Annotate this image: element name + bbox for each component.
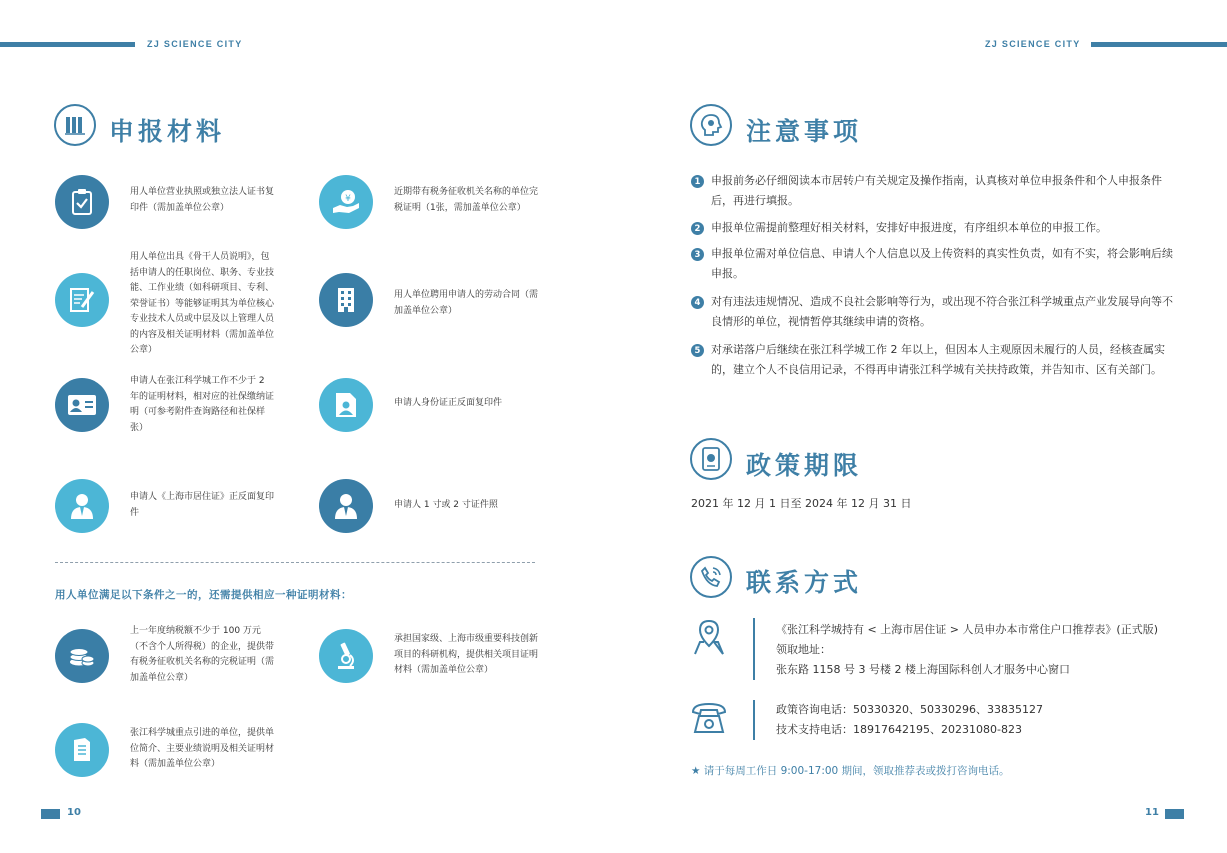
note-1 xyxy=(691,171,1181,211)
note-text-2: 申报单位需提前整理好相关材料，安排好申报进度，有序组织本单位的申报工作。 xyxy=(711,221,1107,234)
material-text-2: 近期带有税务征收机关名称的单位完税证明（1张，需加盖单位公章） xyxy=(394,187,539,213)
section-title-materials: 申报材料 xyxy=(109,117,226,146)
section-title-notes: 注意事项 xyxy=(746,117,863,146)
telephone-icon xyxy=(690,700,728,740)
condition-text-3: 张江科学城重点引进的单位，提供单位简介、主要业绩说明及相关证明材料（需加盖单位公章） xyxy=(130,728,275,769)
material-text-6: 申请人身份证正反面复印件 xyxy=(394,398,503,408)
page-number-bar-right xyxy=(1165,809,1184,819)
section-title-contact: 联系方式 xyxy=(746,568,863,597)
books-icon xyxy=(54,104,96,146)
note-number-1: 1 xyxy=(691,175,704,188)
condition-text-1: 上一年度纳税额不少于 100 万元（不含个人所得税）的企业，提供带有税务征收机关名称的完税证明（需加盖单位公章） xyxy=(130,626,275,683)
hand-yen-icon xyxy=(319,175,373,229)
period-text: 2021 年 12 月 1 日至 2024 年 12 月 31 日 xyxy=(691,497,912,510)
material-text-1: 用人单位营业执照或独立法人证书复印件（需加盖单位公章） xyxy=(130,187,275,213)
material-text-5: 申请人在张江科学城工作不少于 2 年的证明材料，相对应的社保缴纳证明（可参考附件查询路径和社保样张） xyxy=(130,376,275,433)
clipboard-check-icon xyxy=(55,175,109,229)
person-icon xyxy=(55,479,109,533)
coins-icon xyxy=(55,629,109,683)
header-brand-right: ZJ SCIENCE CITY xyxy=(985,39,1081,49)
page-number-right: 11 xyxy=(1145,807,1159,818)
note-text-3: 申报单位需对单位信息、申请人个人信息以及上传资料的真实性负责，如有不实，将会影响后续申报。 xyxy=(711,247,1173,280)
document-pen-icon xyxy=(55,273,109,327)
header-brand-left: ZJ SCIENCE CITY xyxy=(147,39,243,49)
phone-block xyxy=(776,700,1043,740)
id-card-icon xyxy=(55,378,109,432)
report-icon xyxy=(55,723,109,777)
conditions-subheading: 用人单位满足以下条件之一的，还需提供相应一种证明材料： xyxy=(55,589,352,601)
note-3 xyxy=(691,244,1181,284)
tablet-clock-icon xyxy=(690,438,732,480)
material-text-3: 用人单位出具《骨干人员说明》，包括申请人的任职岗位、职务、专业技能、工作业绩（如科研项目、专利、荣誉证书）等能够证明其为单位核心专业技术人员或中层及以上管理人员的内容及相关证明材料（需加盖单位公章） xyxy=(130,252,275,355)
building-icon xyxy=(319,273,373,327)
note-number-4: 4 xyxy=(691,296,704,309)
address-bar xyxy=(753,618,755,680)
phone-line-1: 政策咨询电话：50330320、50330296、33835127 xyxy=(776,703,1043,716)
section-title-period: 政策期限 xyxy=(746,451,863,480)
id-document-icon xyxy=(319,378,373,432)
material-text-4: 用人单位聘用申请人的劳动合同（需加盖单位公章） xyxy=(394,290,539,316)
note-number-5: 5 xyxy=(691,344,704,357)
note-2 xyxy=(691,218,1181,238)
head-idea-icon xyxy=(690,104,732,146)
note-4 xyxy=(691,292,1181,332)
divider xyxy=(55,562,535,563)
note-text-5: 对承诺落户后继续在张江科学城工作 2 年以上，但因本人主观原因未履行的人员，经核查属实的，建立个人不良信用记录，不得再申请张江科学城有关扶持政策，并告知市、区有关部门。 xyxy=(711,343,1165,376)
condition-text-2: 承担国家级、上海市级重要科技创新项目的科研机构，提供相关项目证明材料（需加盖单位公章） xyxy=(394,634,539,675)
material-text-7: 申请人《上海市居住证》正反面复印件 xyxy=(130,492,275,518)
note-text-4: 对有违法违规情况、造成不良社会影响等行为，或出现不符合张江科学城重点产业发展导向等不良情形的单位，视情暂停其继续申请的资格。 xyxy=(711,295,1173,328)
phone-line-2: 技术支持电话：18917642195、20231080-823 xyxy=(776,723,1022,736)
map-pin-icon xyxy=(690,618,728,660)
star-note: ★ 请于每周工作日 9:00-17:00 期间，领取推荐表或拨打咨询电话。 xyxy=(691,765,1010,777)
page-number-left: 10 xyxy=(67,807,81,818)
header-rule-left xyxy=(0,42,135,47)
note-5 xyxy=(691,340,1181,380)
address-line-3: 张东路 1158 号 3 号楼 2 楼上海国际科创人才服务中心窗口 xyxy=(776,663,1070,676)
phone-bar xyxy=(753,700,755,740)
material-text-8: 申请人 1 寸或 2 寸证件照 xyxy=(394,500,498,510)
note-number-3: 3 xyxy=(691,248,704,261)
header-rule-right xyxy=(1091,42,1227,47)
note-number-2: 2 xyxy=(691,222,704,235)
address-line-1: 《张江科学城持有 < 上海市居住证 > 人员申办本市常住户口推荐表》(正式版) xyxy=(776,623,1159,636)
page-number-bar-left xyxy=(41,809,60,819)
address-line-2: 领取地址： xyxy=(776,643,831,656)
svg-text:¥: ¥ xyxy=(345,194,351,204)
person-photo-icon xyxy=(319,479,373,533)
phone-call-icon xyxy=(690,556,732,598)
note-text-1: 申报前务必仔细阅读本市居转户有关规定及操作指南，认真核对单位申报条件和个人申报条件后，再进行填报。 xyxy=(711,174,1162,207)
microscope-icon xyxy=(319,629,373,683)
address-block xyxy=(776,620,1158,680)
